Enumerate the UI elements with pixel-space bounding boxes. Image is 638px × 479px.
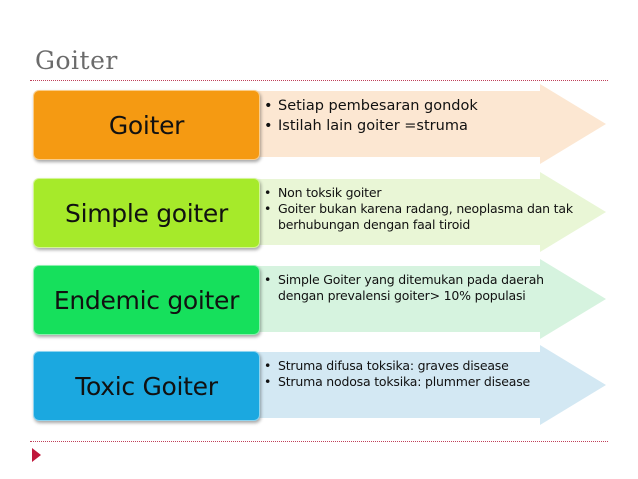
bullet-item: • Struma nodosa toksika: plummer disease [264, 374, 574, 390]
bullet-item: • Simple Goiter yang ditemukan pada daerah dengan prevalensi goiter> 10% populasi [264, 272, 574, 304]
bullet-list-endemic-goiter [264, 272, 574, 304]
label-simple-goiter: Simple goiter [65, 198, 228, 228]
label-box-endemic-goiter [33, 265, 260, 335]
bullet-item: • Goiter bukan karena radang, neoplasma dan tak berhubungan dengan faal tiroid [264, 201, 574, 233]
play-triangle-icon [32, 448, 41, 462]
row-endemic-goiter [0, 259, 638, 339]
bullet-item: • Struma difusa toksika: graves disease [264, 358, 574, 374]
label-goiter: Goiter [108, 110, 185, 140]
row-simple-goiter [0, 172, 638, 252]
label-box-simple-goiter [33, 178, 260, 248]
row-toxic-goiter [0, 345, 638, 425]
bullet-item: • Setiap pembesaran gondok [264, 96, 574, 116]
bullet-list-simple-goiter [264, 185, 574, 233]
bullet-list-toxic-goiter [264, 358, 574, 390]
slide-title: Goiter [35, 46, 118, 75]
row-goiter [0, 84, 638, 164]
footer-divider [30, 441, 608, 442]
title-divider [30, 80, 608, 81]
label-box-toxic-goiter [33, 351, 260, 421]
bullet-list-goiter [264, 96, 574, 136]
label-endemic-goiter: Endemic goiter [53, 285, 240, 315]
bullet-item: • Istilah lain goiter =struma [264, 116, 574, 136]
label-toxic-goiter: Toxic Goiter [75, 371, 218, 401]
label-box-goiter [33, 90, 260, 160]
bullet-item: • Non toksik goiter [264, 185, 574, 201]
